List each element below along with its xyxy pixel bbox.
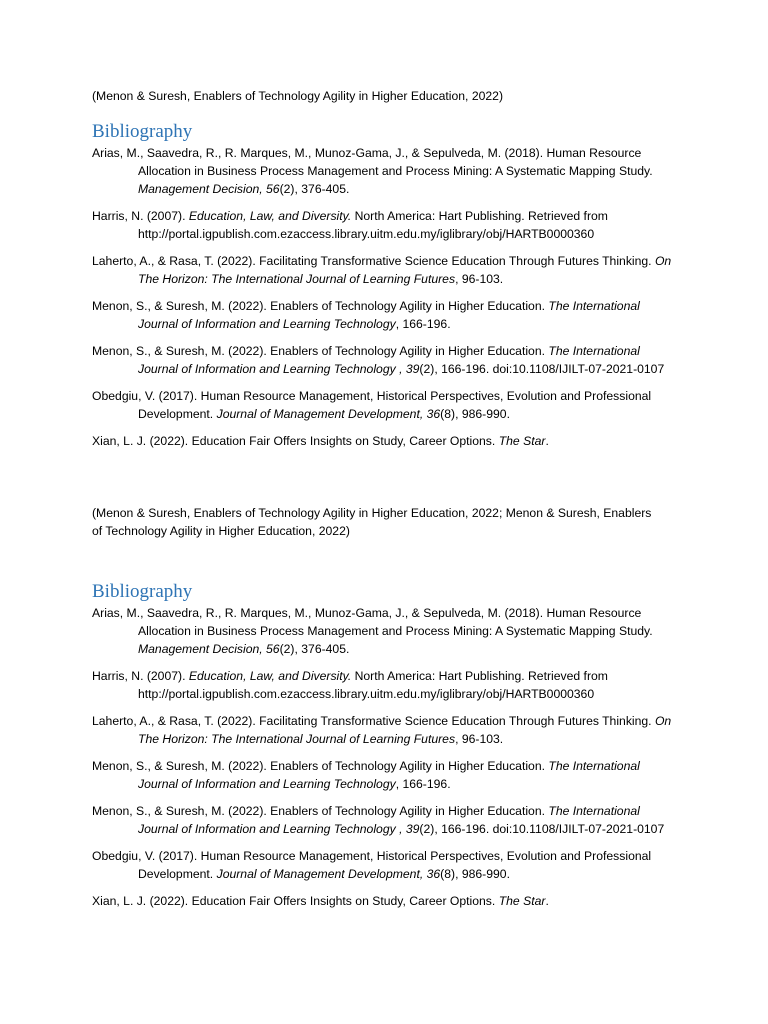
entry-text: , 166-196. [395,777,451,791]
bibliography-heading: Bibliography [92,121,193,142]
entry-text: (2), 166-196. doi:10.1108/IJILT-07-2021-0107 [419,362,665,376]
entry-text: Menon, S., & Suresh, M. (2022). Enablers of Technology Agility in Higher Education. [92,344,549,358]
entry-text: Laherto, A., & Rasa, T. (2022). Facilitating Transformative Science Education Through Futures Thinking. [92,714,655,728]
bibliography-entry [92,757,672,793]
entry-text: (2), 376-405. [279,182,350,196]
bibliography-entry [92,144,672,198]
entry-text: , 96-103. [455,272,504,286]
entry-italic: On The Horizon: The International Journal of Learning Futures [138,714,672,746]
entry-text: Obedgiu, V. (2017). Human Resource Management, Historical Perspectives, Evolution and Professional Development. [92,849,652,881]
bibliography-entry [92,712,672,748]
entry-text: Menon, S., & Suresh, M. (2022). Enablers of Technology Agility in Higher Education. [92,759,549,773]
entry-text: North America: Hart Publishing. Retrieved from http://portal.igpublish.com.ezaccess.library.uitm.edu.my/iglibrary/obj/HARTB0000360 [138,209,608,241]
entry-text: Obedgiu, V. (2017). Human Resource Management, Historical Perspectives, Evolution and Professional Development. [92,389,652,421]
bibliography-heading: Bibliography [92,581,193,602]
entry-italic: The International Journal of Information and Learning Technology [138,299,640,331]
entry-italic: Journal of Management Development, 36 [216,407,441,421]
entry-text: Xian, L. J. (2022). Education Fair Offers Insights on Study, Career Options. [92,894,499,908]
entry-text: Harris, N. (2007). [92,209,189,223]
entry-text: . [545,894,549,908]
entry-text: (2), 166-196. doi:10.1108/IJILT-07-2021-0107 [419,822,665,836]
bibliography-entry [92,207,672,243]
entry-italic: Education, Law, and Diversity. [188,209,352,223]
in-text-citation-1: (Menon & Suresh, Enablers of Technology Agility in Higher Education, 2022) [92,89,504,103]
entry-text: North America: Hart Publishing. Retrieved from http://portal.igpublish.com.ezaccess.library.uitm.edu.my/iglibrary/obj/HARTB0000360 [138,669,608,701]
bibliography-entry [92,802,672,838]
bibliography-entry [92,387,672,423]
entry-text: (8), 986-990. [440,407,510,421]
entry-italic: The International Journal of Information and Learning Technology , 39 [138,344,640,376]
entry-text: Harris, N. (2007). [92,669,189,683]
bibliography-entry [92,667,672,703]
entry-text: , 96-103. [455,732,504,746]
entry-italic: On The Horizon: The International Journal of Learning Futures [138,254,672,286]
bibliography-entry [92,892,672,910]
entry-text: Xian, L. J. (2022). Education Fair Offers Insights on Study, Career Options. [92,434,499,448]
entry-text: Menon, S., & Suresh, M. (2022). Enablers of Technology Agility in Higher Education. [92,299,549,313]
bibliography-entry [92,604,672,658]
bibliography-entry [92,847,672,883]
entry-italic: Journal of Management Development, 36 [216,867,441,881]
entry-italic: Education, Law, and Diversity. [188,669,352,683]
entry-text: Arias, M., Saavedra, R., R. Marques, M., Munoz-Gama, J., & Sepulveda, M. (2018). Human Resource Allocation in Business Process Management and Process Mining: A Systematic Mapping Study. [92,146,653,178]
entry-italic: The Star [498,434,546,448]
bibliography-section-2 [92,580,672,919]
entry-italic: The International Journal of Information and Learning Technology , 39 [138,804,640,836]
bibliography-section-1 [92,120,672,459]
entry-italic: The Star [498,894,546,908]
entry-text: Menon, S., & Suresh, M. (2022). Enablers of Technology Agility in Higher Education. [92,804,549,818]
in-text-citation-2: (Menon & Suresh, Enablers of Technology Agility in Higher Education, 2022; Menon & Suresh, Enablers of Technology Agility in Higher Education, 2022) [92,506,652,538]
entry-italic: Management Decision, 56 [138,642,280,656]
bibliography-entry [92,252,672,288]
bibliography-entry [92,297,672,333]
entry-text: Arias, M., Saavedra, R., R. Marques, M., Munoz-Gama, J., & Sepulveda, M. (2018). Human Resource Allocation in Business Process Management and Process Mining: A Systematic Mapping Study. [92,606,653,638]
entry-text: , 166-196. [395,317,451,331]
entry-text: (2), 376-405. [279,642,350,656]
entry-text: Laherto, A., & Rasa, T. (2022). Facilitating Transformative Science Education Through Futures Thinking. [92,254,655,268]
bibliography-entry [92,342,672,378]
entry-italic: Management Decision, 56 [138,182,280,196]
entry-italic: The International Journal of Information and Learning Technology [138,759,640,791]
entry-text: (8), 986-990. [440,867,510,881]
entry-text: . [545,434,549,448]
bibliography-entry [92,432,672,450]
